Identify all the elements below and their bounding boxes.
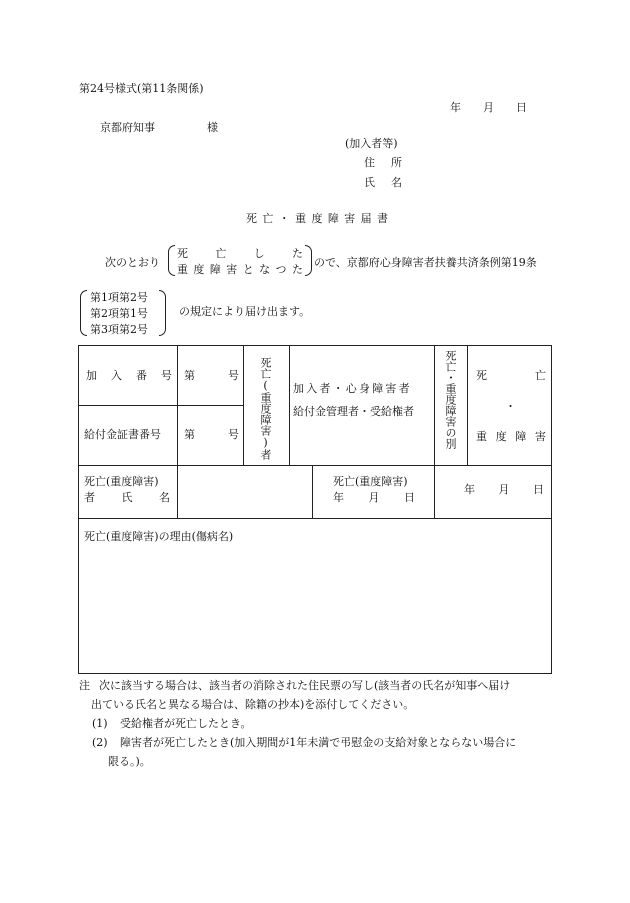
addressee: 京都府知事: [100, 121, 155, 134]
deceased-name-label-line2: 者 氏 名: [84, 491, 170, 504]
table-rule: [289, 345, 290, 465]
table-rule: [78, 465, 552, 466]
note-item1-number: (1): [92, 717, 108, 730]
table-rule: [434, 345, 435, 518]
member-number-label: 加 入 番 号: [86, 369, 172, 382]
date-month-label: 月: [483, 101, 494, 114]
submitter-label: (加入者等): [345, 137, 398, 150]
clause-1: 第1項第2号: [90, 291, 148, 304]
reason-label: 死亡(重度障害)の理由(傷病名): [84, 530, 234, 543]
right-brace-icon: [305, 245, 312, 276]
note-item1-text: 受給権者が死亡したとき。: [120, 717, 252, 730]
option-death-cell: 死 亡: [476, 369, 546, 382]
member-number-prefix: 第: [184, 369, 195, 382]
deceased-name-label-line1: 死亡(重度障害): [84, 475, 159, 488]
table-rule: [177, 345, 178, 465]
note-line2: 出ている氏名と異なる場合は、除籍の抄本)を添付してください。: [91, 698, 415, 711]
honorific: 様: [207, 121, 218, 134]
note-item2-text: 障害者が死亡したとき(加入期間が1年未満で弔慰金の支給対象とならない場合に: [120, 736, 517, 749]
table-rule: [312, 465, 313, 518]
note-item2-number: (2): [92, 736, 108, 749]
date-year-label: 年: [450, 101, 461, 114]
certificate-number-prefix: 第: [184, 428, 195, 441]
deceased-person-label: 死亡(重度障害)者: [259, 357, 272, 460]
address-label: 住 所: [364, 156, 402, 169]
certificate-number-label: 給付金証書番号: [84, 428, 161, 441]
table-rule: [177, 465, 178, 518]
note-item2-continuation: 限る。)。: [108, 755, 151, 768]
classification-label: 死亡・重度障害の別: [444, 350, 457, 449]
left-brace-icon: [168, 245, 175, 276]
intro-closing: の規定により届け出ます。: [179, 305, 311, 318]
intro-suffix: ので、京都府心身障害者扶養共済条例第19条: [314, 256, 537, 269]
member-number-suffix: 号: [228, 369, 239, 382]
person-types-line1: 加入者・心身障害者: [293, 382, 412, 395]
name-label: 氏 名: [364, 176, 402, 189]
date-day-label: 日: [516, 101, 527, 114]
note-line1: 次に該当する場合は、該当者の消除された住民票の写し(該当者の氏名が知事へ届け: [99, 679, 511, 692]
option-death: 死 亡 し た: [177, 247, 303, 260]
table-rule: [467, 345, 468, 465]
option-disability: 重 度 障 害 と な つ た: [177, 263, 303, 276]
clause-3: 第3項第2号: [90, 323, 148, 336]
option-disability-cell: 重 度 障 害: [476, 430, 546, 443]
death-date-label-line1: 死亡(重度障害): [333, 475, 408, 488]
form-number: 第24号様式(第11条関係): [79, 82, 204, 95]
left-brace-icon: [80, 290, 87, 336]
table-rule: [78, 405, 243, 406]
person-types-line2: 給付金管理者・受給権者: [293, 405, 414, 418]
clause-2: 第2項第1号: [90, 307, 148, 320]
option-separator: ・: [505, 400, 516, 413]
page-title: 死 亡 ・ 重 度 障 害 届 書: [246, 212, 388, 225]
death-date-label-line2: 年 月 日: [333, 491, 415, 504]
note-marker: 注: [79, 679, 90, 692]
table-rule: [78, 518, 552, 519]
certificate-number-suffix: 号: [228, 428, 239, 441]
intro-prefix: 次のとおり: [105, 256, 160, 269]
table-rule: [243, 345, 244, 465]
right-brace-icon: [159, 290, 166, 336]
death-date-value: 年 月 日: [464, 483, 544, 496]
